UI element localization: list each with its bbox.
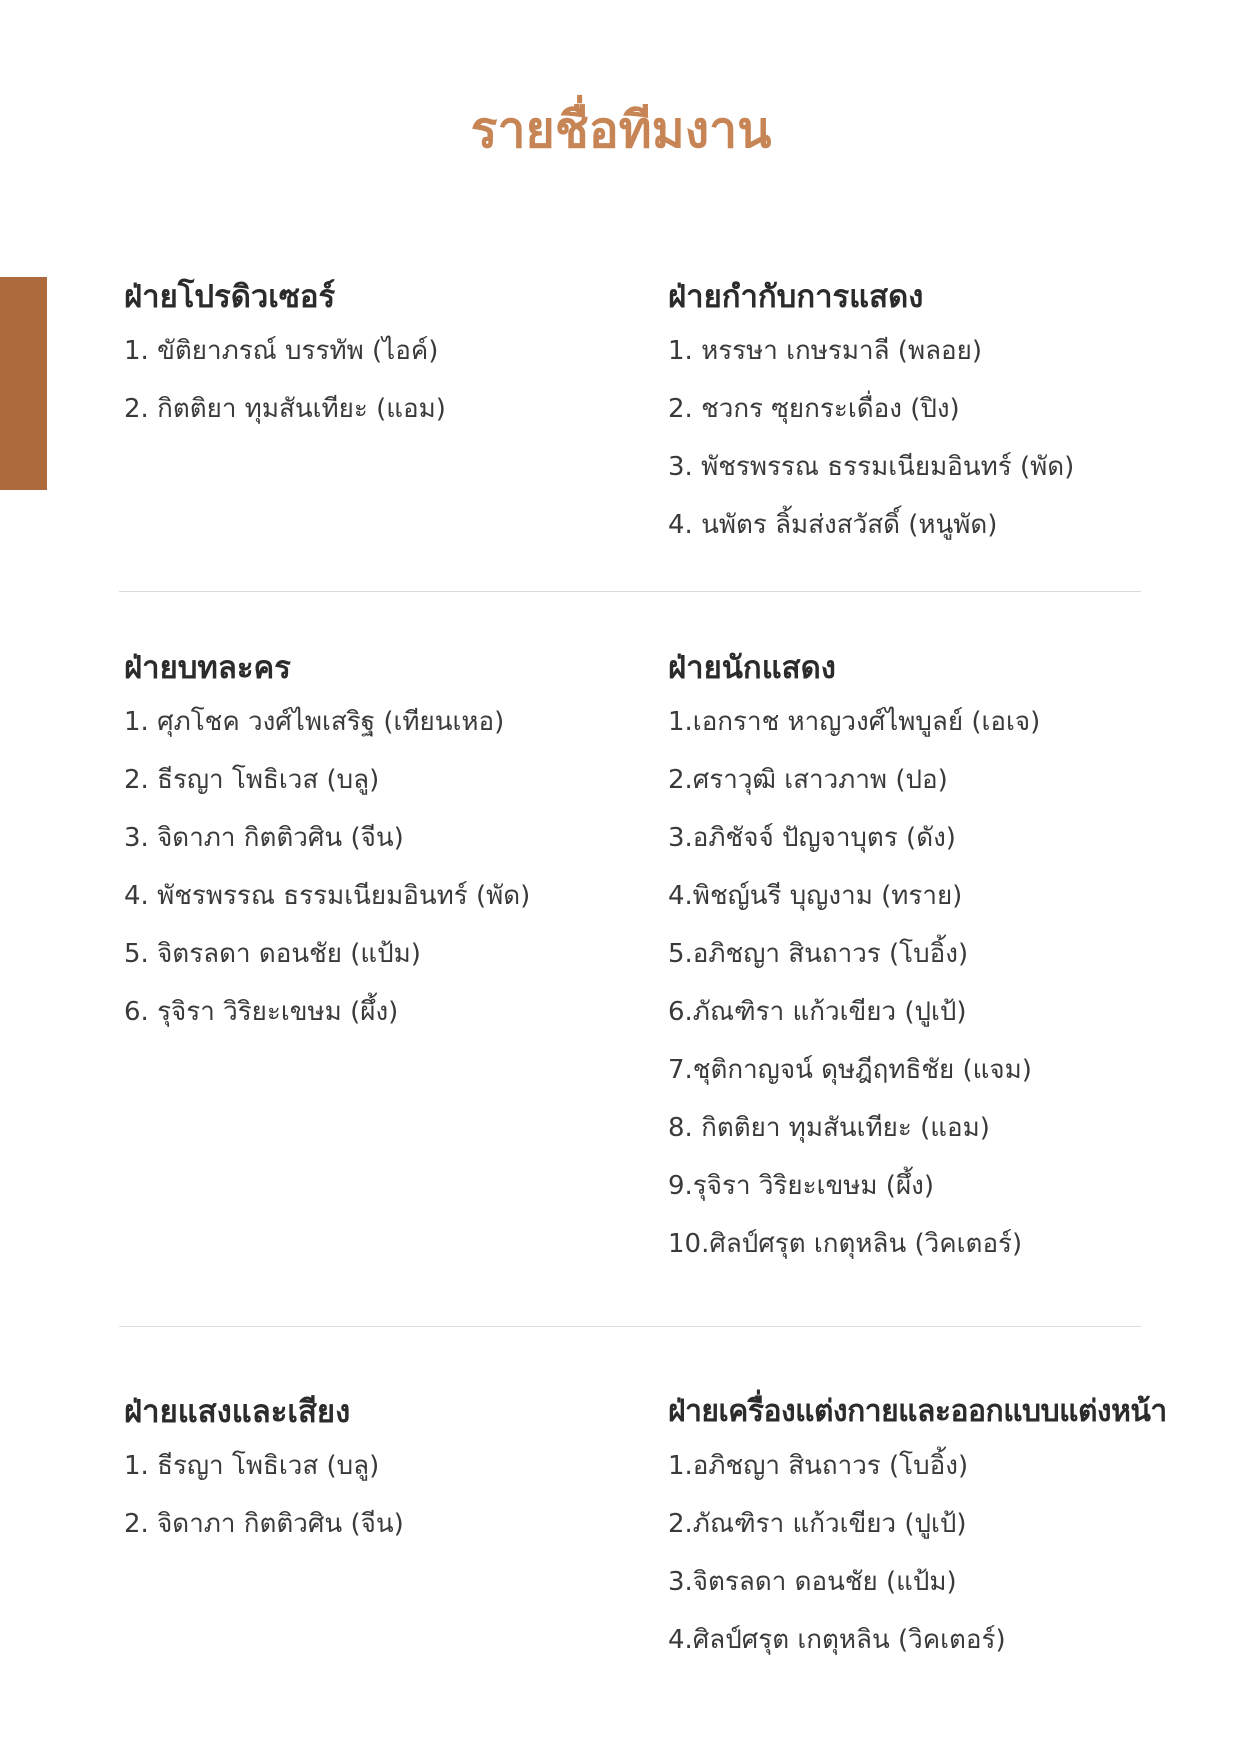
list-item: 1. ศุภโชค วงศ์ไพเสริฐ (เทียนเหอ) [124, 707, 505, 737]
costume-makeup-heading: ฝ่ายเครื่องแต่งกายและออกแบบแต่งหน้า [668, 1394, 1167, 1429]
list-item: 5. จิตรลดา ดอนชัย (แป้ม) [124, 939, 421, 969]
divider [119, 1326, 1141, 1327]
cast-heading: ฝ่ายนักแสดง [668, 650, 836, 686]
list-item: 1. หรรษา เกษรมาลี (พลอย) [668, 336, 983, 366]
divider [119, 591, 1141, 592]
lighting-sound-team [124, 1387, 644, 1553]
list-item: 6.ภัณฑิรา แก้วเขียว (ปูเป้) [668, 997, 967, 1027]
directing-members [668, 322, 1228, 554]
list-item: 10.ศิลป์ศรุต เกตุหลิน (วิคเตอร์) [668, 1229, 1023, 1259]
list-item: 5.อภิชญา สินถาวร (โบอิ้ง) [668, 939, 969, 969]
lighting-sound-heading: ฝ่ายแสงและเสียง [124, 1394, 351, 1430]
list-item: 2.ศราวุฒิ เสาวภาพ (ปอ) [668, 765, 948, 795]
producer-members [124, 322, 644, 438]
producer-team [124, 272, 644, 438]
list-item: 6. รุจิรา วิริยะเขษม (ผึ้ง) [124, 997, 399, 1027]
list-item: 2.ภัณฑิรา แก้วเขียว (ปูเป้) [668, 1509, 967, 1539]
cast-team [668, 643, 1228, 1273]
list-item: 1. ธีรญา โพธิเวส (บลู) [124, 1451, 380, 1481]
producer-heading: ฝ่ายโปรดิวเซอร์ [124, 279, 336, 315]
script-heading: ฝ่ายบทละคร [124, 650, 291, 686]
script-members [124, 693, 644, 1041]
list-item: 3.อภิชัจจ์ ปัญจาบุตร (ดัง) [668, 823, 956, 853]
list-item: 4. พัชรพรรณ ธรรมเนียมอินทร์ (พัด) [124, 881, 531, 911]
list-item: 1.อภิชญา สินถาวร (โบอิ้ง) [668, 1451, 969, 1481]
list-item: 2. ชวกร ซุยกระเดื่อง (ปิง) [668, 394, 960, 424]
list-item: 2. จิดาภา กิตติวศิน (จีน) [124, 1509, 404, 1539]
costume-makeup-team [668, 1387, 1228, 1669]
list-item: 2. ธีรญา โพธิเวส (บลู) [124, 765, 380, 795]
cast-members [668, 693, 1228, 1273]
list-item: 2. กิตติยา ทุมสันเทียะ (แอม) [124, 394, 446, 424]
accent-bar [0, 277, 47, 490]
page-title: รายชื่อทีมงาน [470, 101, 772, 159]
list-item: 3.จิตรลดา ดอนชัย (แป้ม) [668, 1567, 957, 1597]
list-item: 1. ขัติยาภรณ์ บรรทัพ (ไอค์) [124, 336, 439, 366]
lighting-sound-members [124, 1437, 644, 1553]
list-item: 3. จิดาภา กิตติวศิน (จีน) [124, 823, 404, 853]
list-item: 4.ศิลป์ศรุต เกตุหลิน (วิคเตอร์) [668, 1625, 1006, 1655]
list-item: 1.เอกราช หาญวงศ์ไพบูลย์ (เอเจ) [668, 707, 1041, 737]
list-item: 4. นพัตร ลิ้มส่งสวัสดิ์ (หนูพัด) [668, 510, 998, 540]
costume-makeup-members [668, 1437, 1228, 1669]
directing-heading: ฝ่ายกำกับการแสดง [668, 279, 924, 315]
list-item: 8. กิตติยา ทุมสันเทียะ (แอม) [668, 1113, 990, 1143]
list-item: 9.รุจิรา วิริยะเขษม (ผึ้ง) [668, 1171, 935, 1201]
list-item: 7.ชุติกาญจน์ ดุษฎีฤทธิชัย (แจม) [668, 1055, 1032, 1085]
list-item: 3. พัชรพรรณ ธรรมเนียมอินทร์ (พัด) [668, 452, 1075, 482]
list-item: 4.พิชญ์นรี บุญงาม (ทราย) [668, 881, 963, 911]
script-team [124, 643, 644, 1041]
directing-team [668, 272, 1228, 554]
